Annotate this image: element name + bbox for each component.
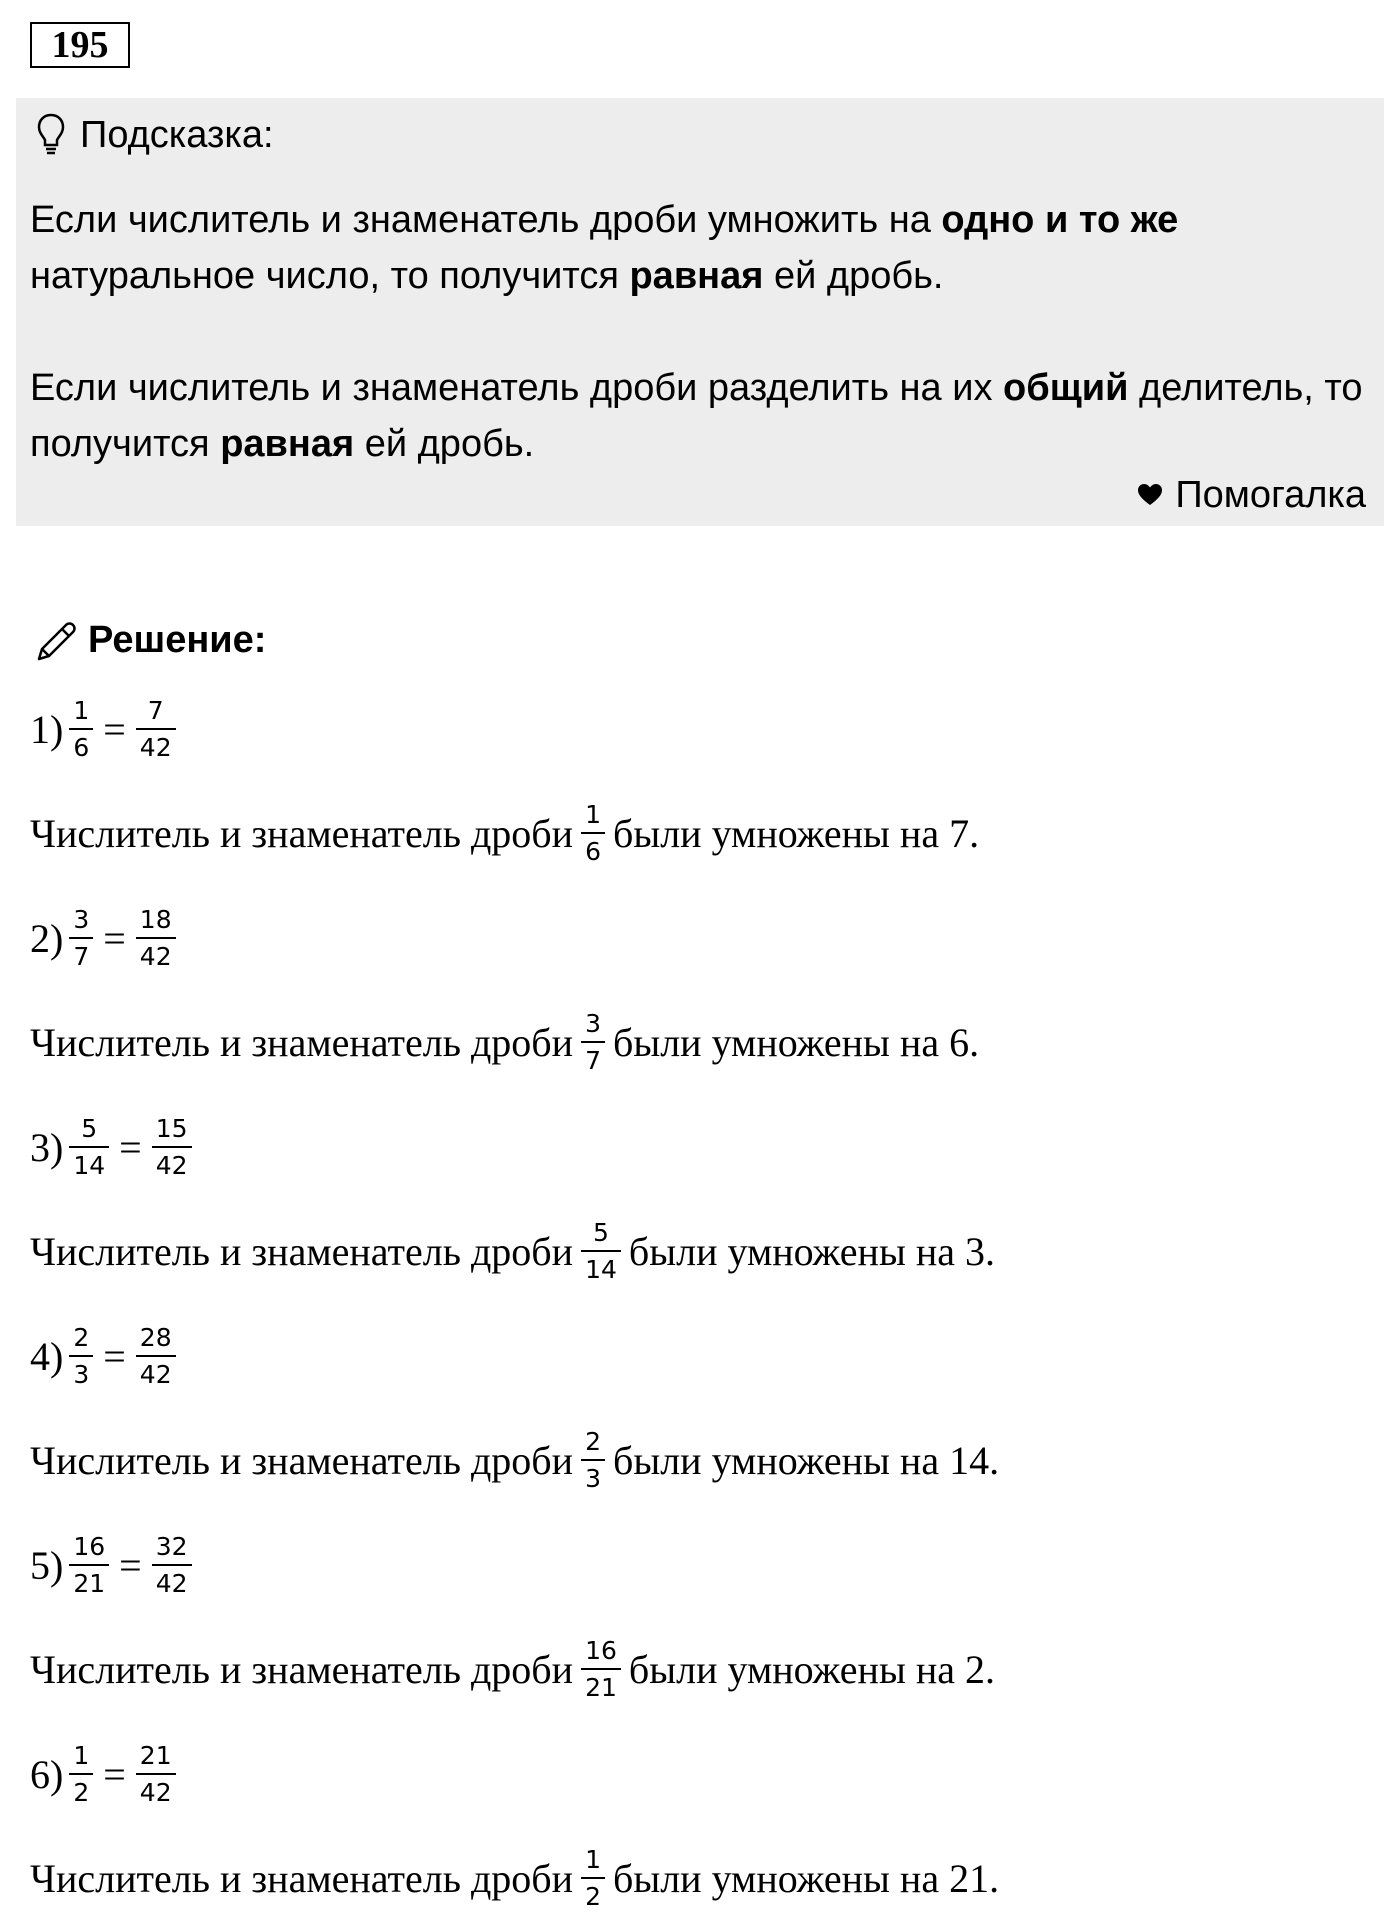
left-fraction — [69, 907, 93, 969]
numerator: 15 — [155, 1114, 188, 1143]
denominator: 7 — [581, 1041, 605, 1073]
equals-sign: = — [103, 1333, 126, 1379]
explanation-prefix: Числитель и знаменатель дроби — [30, 1646, 574, 1692]
equals-sign: = — [119, 1542, 142, 1588]
multiplier-value: 2. — [964, 1646, 995, 1692]
multiplier-value: 7. — [949, 810, 980, 856]
explanation-middle: были умножены на — [628, 1646, 955, 1692]
inline-fraction — [581, 802, 605, 864]
explanation-prefix: Числитель и знаменатель дроби — [30, 1437, 574, 1483]
numerator: 1 — [73, 696, 90, 725]
equals-sign: = — [103, 915, 126, 961]
hint-title — [36, 105, 274, 165]
left-fraction — [69, 1325, 93, 1387]
credit-text: Помогалка — [1175, 474, 1366, 516]
equation-2 — [30, 907, 182, 969]
denominator: 3 — [69, 1355, 93, 1387]
explanation-2 — [30, 1011, 979, 1073]
item-number: 3) — [30, 1124, 64, 1170]
heart-icon — [1137, 483, 1163, 507]
numerator: 7 — [147, 696, 164, 725]
pencil-icon — [34, 617, 80, 663]
explanation-middle: были умножены на — [612, 1019, 940, 1065]
explanation-middle: были умножены на — [628, 1228, 955, 1274]
numerator: 2 — [585, 1427, 601, 1456]
denominator: 42 — [152, 1564, 192, 1596]
solution-heading — [34, 612, 266, 668]
multiplier-value: 6. — [949, 1019, 980, 1065]
numerator: 1 — [585, 800, 601, 829]
equation-5 — [30, 1534, 198, 1596]
numerator: 1 — [585, 1845, 601, 1874]
denominator: 6 — [581, 832, 605, 864]
right-fraction — [152, 1116, 192, 1178]
inline-fraction — [581, 1220, 621, 1282]
denominator: 14 — [581, 1250, 621, 1282]
explanation-5 — [30, 1638, 995, 1700]
credit — [1137, 470, 1366, 520]
task-number: 195 — [30, 22, 130, 68]
explanation-prefix: Числитель и знаменатель дроби — [30, 810, 574, 856]
equation-4 — [30, 1325, 182, 1387]
denominator: 14 — [69, 1146, 109, 1178]
item-number: 5) — [30, 1542, 64, 1588]
explanation-middle: были умножены на — [612, 1437, 940, 1483]
denominator: 3 — [581, 1459, 605, 1491]
item-number: 1) — [30, 706, 64, 752]
numerator: 16 — [585, 1636, 617, 1665]
denominator: 42 — [136, 1355, 176, 1387]
numerator: 3 — [585, 1009, 601, 1038]
solution-title: Решение: — [88, 618, 267, 661]
denominator: 2 — [581, 1877, 605, 1909]
left-fraction — [69, 698, 93, 760]
equation-3 — [30, 1116, 198, 1178]
inline-fraction — [581, 1638, 621, 1700]
numerator: 21 — [139, 1741, 172, 1770]
explanation-4 — [30, 1429, 999, 1491]
item-number: 2) — [30, 915, 64, 961]
inline-fraction — [581, 1429, 605, 1491]
explanation-middle: были умножены на — [612, 810, 940, 856]
equals-sign: = — [103, 1751, 126, 1797]
equation-6 — [30, 1743, 182, 1805]
denominator: 42 — [152, 1146, 192, 1178]
right-fraction — [136, 698, 176, 760]
hint-paragraph-2: Если числитель и знаменатель дроби разделить на их общий делитель, то получится равная ей дробь. — [30, 367, 1363, 465]
explanation-prefix: Числитель и знаменатель дроби — [30, 1855, 574, 1901]
right-fraction — [136, 1325, 176, 1387]
multiplier-value: 21. — [949, 1855, 1000, 1901]
numerator: 16 — [73, 1532, 106, 1561]
denominator: 42 — [136, 937, 176, 969]
inline-fraction — [581, 1847, 605, 1909]
denominator: 42 — [136, 1773, 176, 1805]
numerator: 5 — [81, 1114, 98, 1143]
numerator: 2 — [73, 1323, 90, 1352]
item-number: 4) — [30, 1333, 64, 1379]
explanation-6 — [30, 1847, 999, 1909]
denominator: 2 — [69, 1773, 93, 1805]
denominator: 21 — [581, 1668, 621, 1700]
numerator: 18 — [139, 905, 172, 934]
item-number: 6) — [30, 1751, 64, 1797]
left-fraction — [69, 1743, 93, 1805]
hint-paragraph-1: Если числитель и знаменатель дроби умножить на одно и то же натуральное число, то получится равная ей дробь. — [30, 199, 1179, 297]
equation-1 — [30, 698, 182, 760]
denominator: 6 — [69, 728, 93, 760]
denominator: 7 — [69, 937, 93, 969]
inline-fraction — [581, 1011, 605, 1073]
right-fraction — [136, 907, 176, 969]
multiplier-value: 14. — [949, 1437, 1000, 1483]
numerator: 32 — [155, 1532, 188, 1561]
left-fraction — [69, 1116, 109, 1178]
explanation-1 — [30, 802, 979, 864]
numerator: 3 — [73, 905, 90, 934]
numerator: 1 — [73, 1741, 90, 1770]
explanation-middle: были умножены на — [612, 1855, 940, 1901]
equals-sign: = — [119, 1124, 142, 1170]
multiplier-value: 3. — [964, 1228, 995, 1274]
hint-title-text: Подсказка: — [80, 113, 274, 156]
numerator: 5 — [593, 1218, 609, 1247]
denominator: 21 — [69, 1564, 109, 1596]
explanation-prefix: Числитель и знаменатель дроби — [30, 1228, 574, 1274]
denominator: 42 — [136, 728, 176, 760]
right-fraction — [136, 1743, 176, 1805]
explanation-3 — [30, 1220, 995, 1282]
lightbulb-icon — [36, 112, 66, 158]
explanation-prefix: Числитель и знаменатель дроби — [30, 1019, 574, 1065]
right-fraction — [152, 1534, 192, 1596]
equals-sign: = — [103, 706, 126, 752]
left-fraction — [69, 1534, 109, 1596]
numerator: 28 — [139, 1323, 172, 1352]
